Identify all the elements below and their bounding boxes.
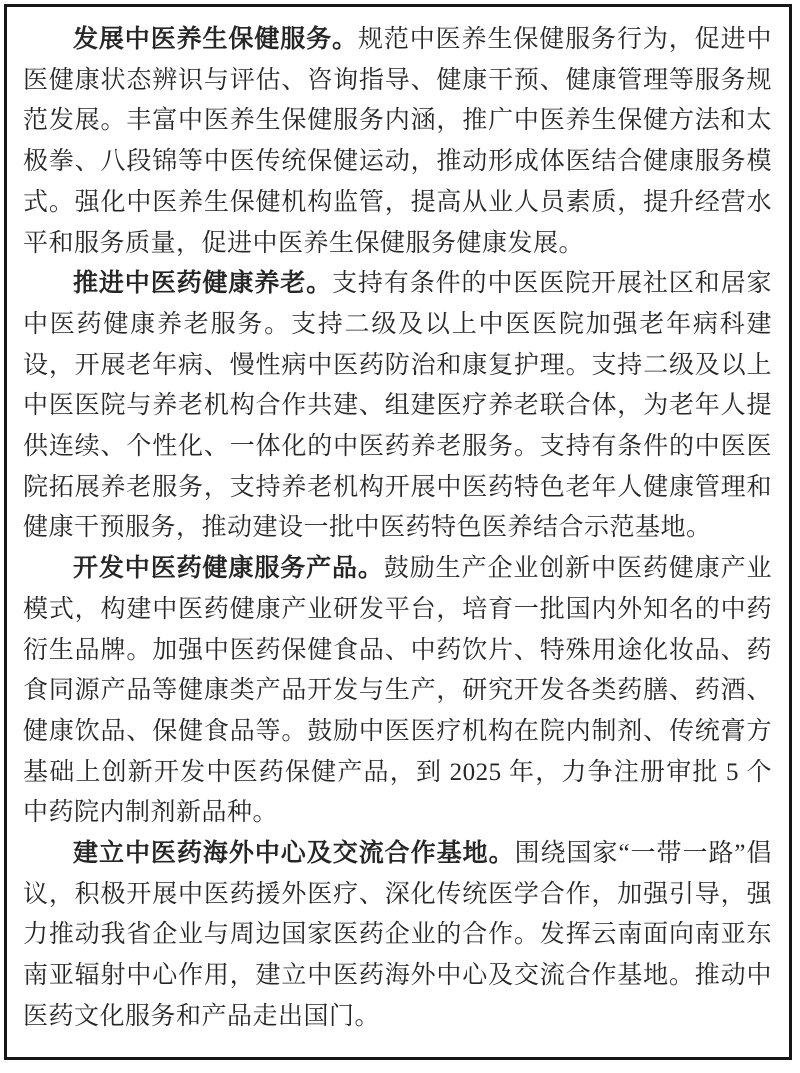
- document-text-area: [7, 7, 789, 1057]
- paragraph-body: 鼓励生产企业创新中医药健康产业模式，构建中医药健康产业研发平台，培育一批国内外知名的中药衍生品牌。加强中医药保健食品、中药饮片、特殊用途化妆品、药食同源产品等健康类产品开发与生产，研究开发各类药膳、药酒、健康饮品、保健食品等。鼓励中医医疗机构在院内制剂、传统膏方基础上创新开发中医药保健产品，到 2025 年，力争注册审批 5 个中药院内制剂新品种。: [23, 555, 772, 827]
- paragraph-develop-tcm-health-products: [23, 549, 772, 834]
- document-page-border: [4, 4, 792, 1060]
- paragraph-promote-tcm-elderly-care: [23, 264, 772, 549]
- paragraph-lead: 开发中医药健康服务产品。: [73, 555, 384, 583]
- paragraph-lead: 建立中医药海外中心及交流合作基地。: [73, 840, 515, 868]
- paragraph-body: 规范中医养生保健服务行为，促进中医健康状态辨识与评估、咨询指导、健康干预、健康管理等服务规范发展。丰富中医养生保健服务内涵，推广中医养生保健方法和太极拳、八段锦等中医传统保健运动，推动形成体医结合健康服务模式。强化中医养生保健机构监管，提高从业人员素质，提升经营水平和服务质量，促进中医养生保健服务健康发展。: [23, 26, 772, 257]
- paragraph-lead: 推进中医药健康养老。: [73, 270, 333, 298]
- paragraph-develop-tcm-health-services: [23, 20, 772, 264]
- paragraph-body: 支持有条件的中医医院开展社区和居家中医药健康养老服务。支持二级及以上中医医院加强老年病科建设，开展老年病、慢性病中医药防治和康复护理。支持二级及以上中医医院与养老机构合作共建、组建医疗养老联合体，为老年人提供连续、个性化、一体化的中医药养老服务。支持有条件的中医医院拓展养老服务，支持养老机构开展中医药特色老年人健康管理和健康干预服务，推动建设一批中医药特色医养结合示范基地。: [23, 270, 772, 542]
- paragraph-lead: 发展中医养生保健服务。: [73, 26, 358, 53]
- paragraph-body: 围绕国家“一带一路”倡议，积极开展中医药援外医疗、深化传统医学合作，加强引导，强力推动我省企业与周边国家医药企业的合作。发挥云南面向南亚东南亚辐射中心作用，建立中医药海外中心及交流合作基地。推动中医药文化服务和产品走出国门。: [23, 840, 772, 1030]
- paragraph-establish-overseas-centers: [23, 834, 772, 1038]
